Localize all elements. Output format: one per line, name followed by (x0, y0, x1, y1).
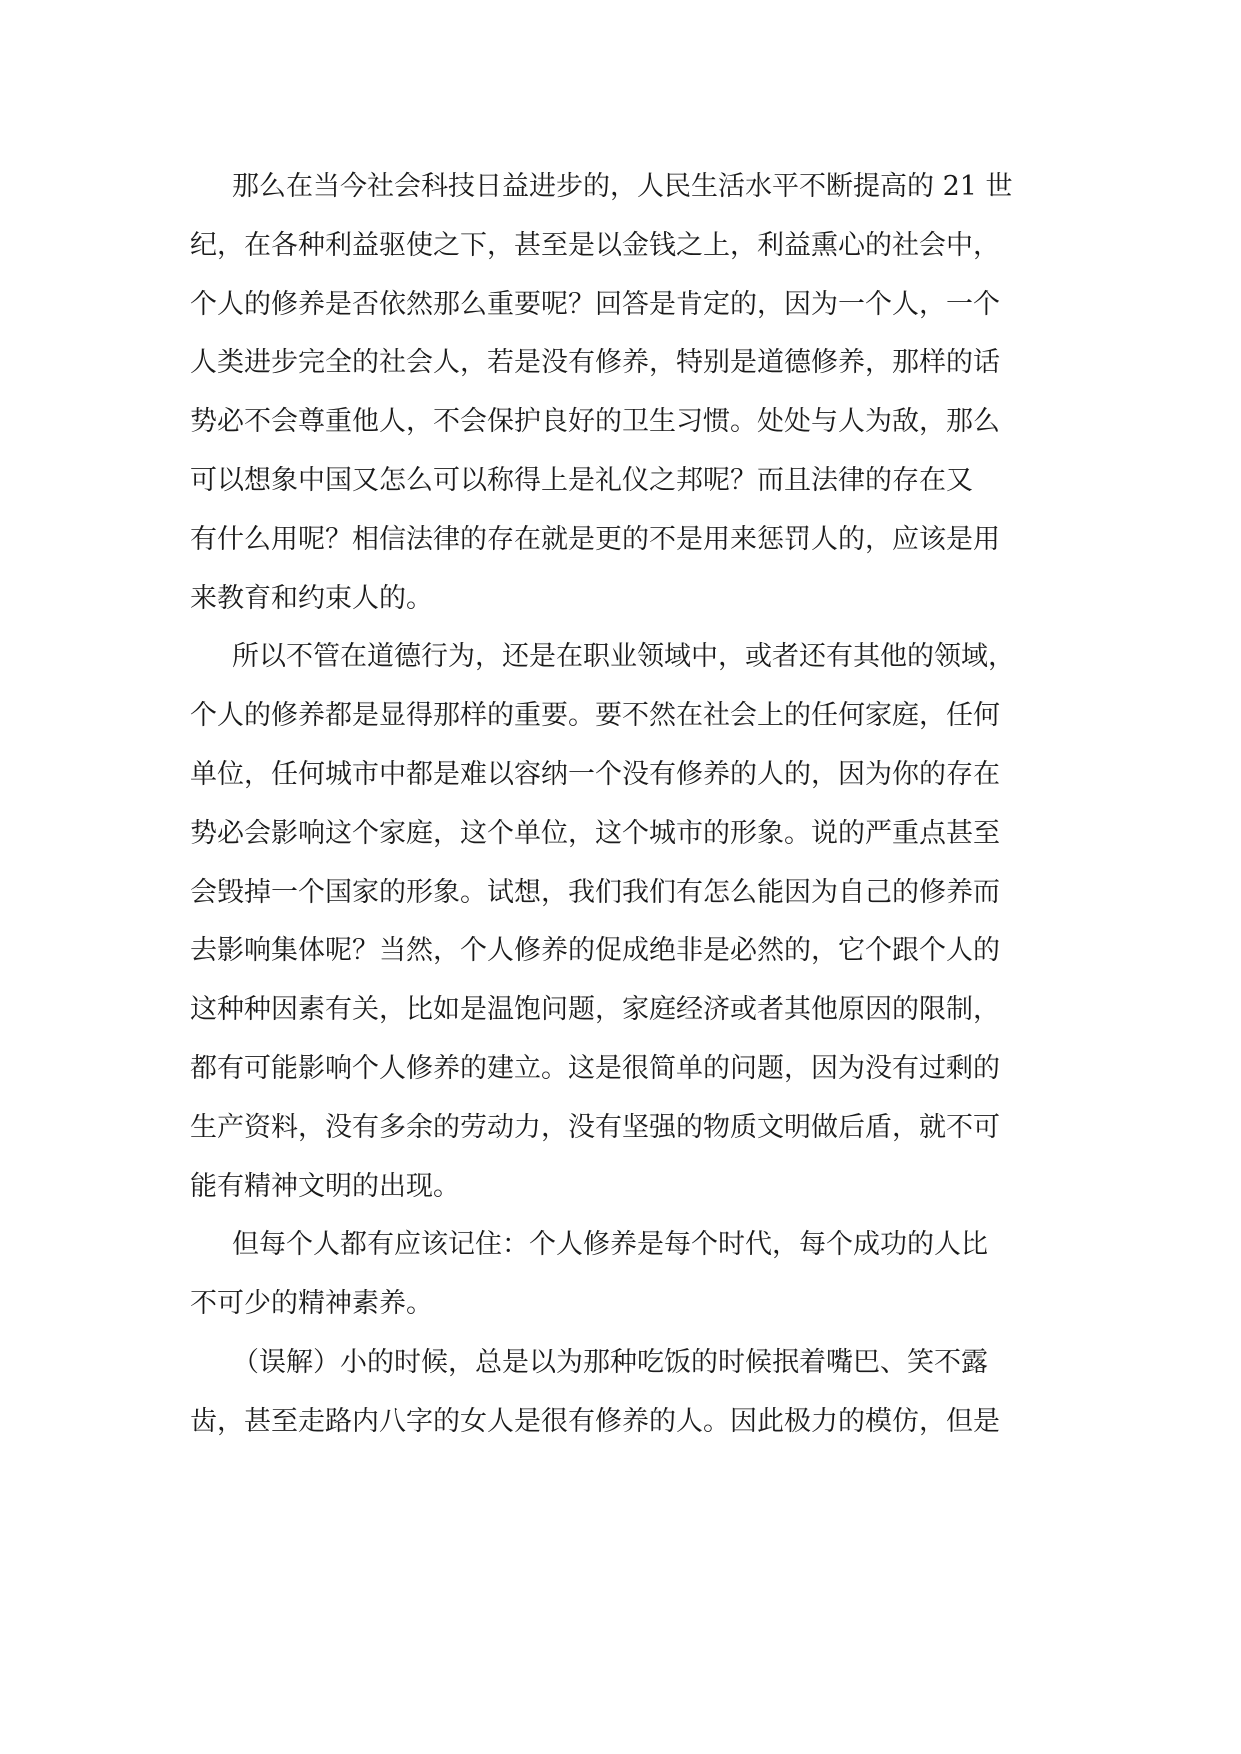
text-line: 来教育和约束人的。 (190, 582, 433, 614)
paragraph-3 (190, 1216, 1050, 1334)
text-line: 人类进步完全的社会人，若是没有修养，特别是道德修养，那样的话 (190, 347, 1000, 379)
text-line: 那么在当今社会科技日益进步的，人民生活水平不断提高的 21 世 (232, 171, 1013, 202)
text-line: 会毁掉一个国家的形象。试想，我们我们有怎么能因为自己的修养而 (190, 876, 1000, 908)
text-line: （误解）小的时候，总是以为那种吃饭的时候抿着嘴巴、笑不露 (232, 1346, 988, 1378)
text-line: 所以不管在道德行为，还是在职业领域中，或者还有其他的领域， (232, 641, 1015, 673)
text-line: 可以想象中国又怎么可以称得上是礼仪之邦呢？而且法律的存在又 (190, 464, 973, 496)
text-line: 有什么用呢？相信法律的存在就是更的不是用来惩罚人的，应该是用 (190, 523, 1000, 555)
text-line: 生产资料，没有多余的劳动力，没有坚强的物质文明做后盾，就不可 (190, 1111, 1000, 1143)
paragraph-2 (190, 628, 1050, 1216)
text-line: 齿，甚至走路内八字的女人是很有修养的人。因此极力的模仿，但是 (190, 1405, 1000, 1437)
text-line: 能有精神文明的出现。 (190, 1170, 460, 1202)
text-line: 单位，任何城市中都是难以容纳一个没有修养的人的，因为你的存在 (190, 758, 1000, 790)
document-body (190, 158, 1050, 1452)
text-line: 去影响集体呢？当然，个人修养的促成绝非是必然的，它个跟个人的 (190, 935, 1000, 967)
text-line: 不可少的精神素养。 (190, 1288, 433, 1320)
text-line: 个人的修养都是显得那样的重要。要不然在社会上的任何家庭，任何 (190, 700, 1000, 732)
paragraph-4 (190, 1334, 1050, 1452)
text-line: 纪，在各种利益驱使之下，甚至是以金钱之上，利益熏心的社会中， (190, 229, 1000, 261)
text-line: 但每个人都有应该记住：个人修养是每个时代，每个成功的人比 (232, 1229, 988, 1261)
text-line: 势必不会尊重他人，不会保护良好的卫生习惯。处处与人为敌，那么 (190, 406, 1000, 438)
text-line: 都有可能影响个人修养的建立。这是很简单的问题，因为没有过剩的 (190, 1052, 1000, 1084)
text-line: 这种种因素有关，比如是温饱问题，家庭经济或者其他原因的限制， (190, 994, 1000, 1026)
text-line: 势必会影响这个家庭，这个单位，这个城市的形象。说的严重点甚至 (190, 817, 1000, 849)
paragraph-1 (190, 158, 1050, 628)
text-line: 个人的修养是否依然那么重要呢？回答是肯定的，因为一个人，一个 (190, 288, 1000, 320)
